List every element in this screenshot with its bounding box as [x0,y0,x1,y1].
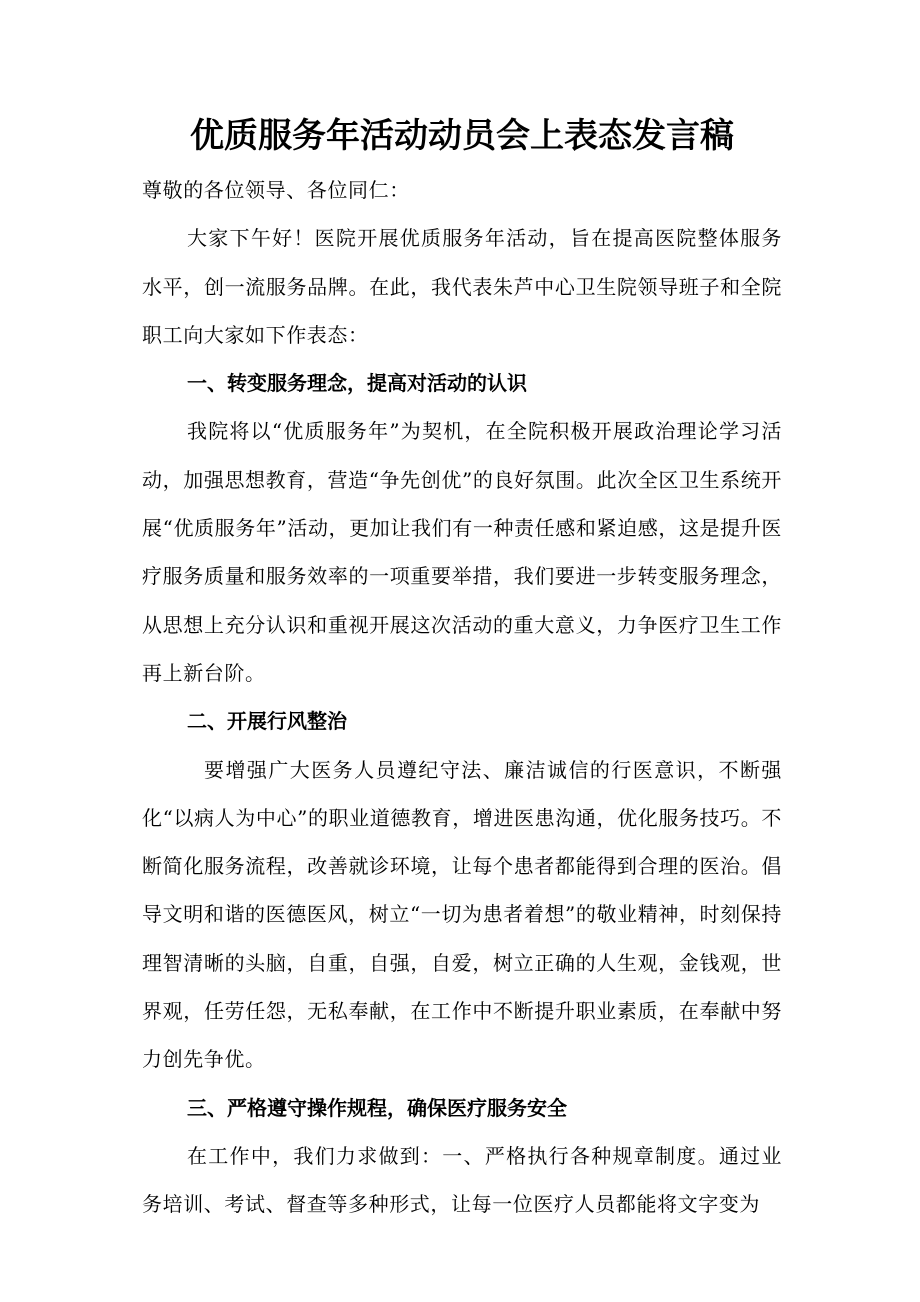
section-body-1: 我院将以“优质服务年”为契机，在全院积极开展政治理论学习活动，加强思想教育，营造“争先创优”的良好氛围。此次全区卫生系统开展“优质服务年”活动，更加让我们有一种责任感和紧迫感，这是提升医疗服务质量和服务效率的一项重要举措，我们要进一步转变服务理念，从思想上充分认识和重视开展这次活动的重大意义，力争医疗卫生工作再上新台阶。 [142,419,782,685]
section-heading-1: 一、转变服务理念，提高对活动的认识 [187,371,527,396]
salutation: 尊敬的各位领导、各位同仁： [142,178,410,202]
document-body [142,166,782,1229]
document-title: 优质服务年活动动员会上表态发言稿 [190,116,734,156]
section-heading-2: 二、开展行风整治 [187,709,347,734]
section-heading-3: 三、严格遵守操作规程，确保医疗服务安全 [187,1095,567,1120]
section-body-2: 要增强广大医务人员遵纪守法、廉洁诚信的行医意识，不断强化“以病人为中心”的职业道德教育，增进医患沟通，优化服务技巧。不断简化服务流程，改善就诊环境，让每个患者都能得到合理的医治。倡导文明和谐的医德医风，树立“一切为患者着想”的敬业精神，时刻保持理智清晰的头脑，自重，自强，自爱，树立正确的人生观，金钱观，世界观，任劳任怨，无私奉献，在工作中不断提升职业素质，在奉献中努力创先争优。 [142,757,782,1072]
section-body-3: 在工作中，我们力求做到：一、严格执行各种规章制度。通过业务培训、考试、督查等多种形式，让每一位医疗人员都能将文字变为 [142,1143,782,1217]
intro-paragraph: 大家下午好！医院开展优质服务年活动，旨在提高医院整体服务水平，创一流服务品牌。在此，我代表朱芦中心卫生院领导班子和全院职工向大家如下作表态： [142,226,782,347]
